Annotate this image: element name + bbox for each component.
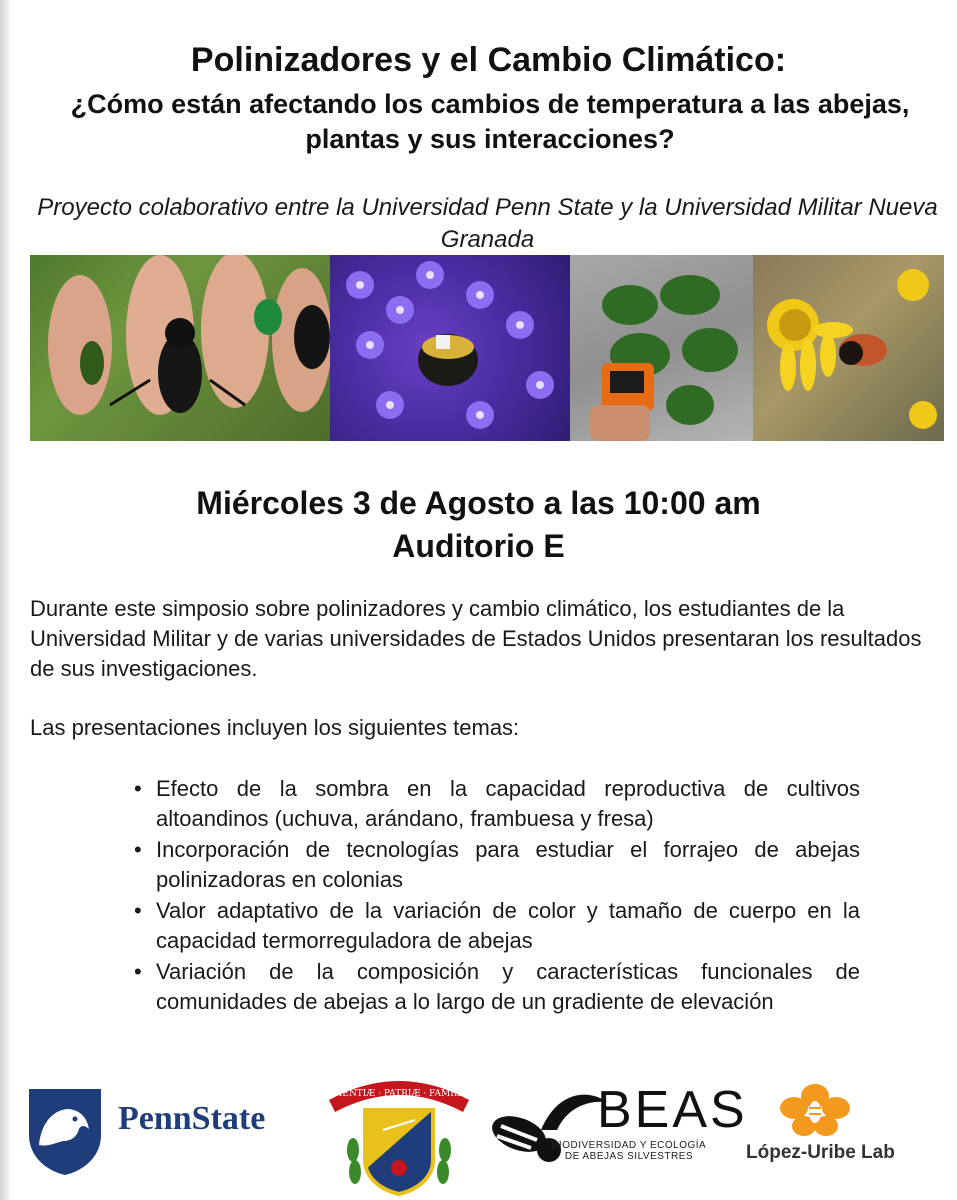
lab-wordmark: López-Uribe Lab [746,1142,895,1163]
topic-text: Efecto de la sombra en la capacidad reproductiva de cultivos altoandinos (uchuva, arándano, frambuesa y fresa) [156,776,860,831]
list-item [130,835,860,895]
bullet: • [134,959,142,984]
umng-crest-logo [323,1060,475,1200]
topic-text: Incorporación de tecnologías para estudiar el forrajeo de abejas polinizadoras en colonias [156,837,860,892]
beas-wordmark: BEAS [597,1081,748,1139]
intro-paragraph: Durante este simposio sobre polinizadores y cambio climático, los estudiantes de la Universidad Militar y de varias universidades de Estados Unidos presentaran los resultados de sus investigaciones. [30,596,922,681]
event-location: Auditorio E [392,528,565,564]
poster-title: Polinizadores y el Cambio Climático: [190,41,787,79]
photo-bee-on-purple-flowers [330,255,570,441]
umng-motto: SCIENTIÆ · PATRIÆ · FAMILIÆ [325,1089,473,1099]
list-item [130,896,860,956]
photo-bees-on-fingers [30,255,330,441]
event-datetime: Miércoles 3 de Agosto a las 10:00 am [196,485,761,521]
topics-intro: Las presentaciones incluyen los siguientes temas: [30,715,520,740]
pennstate-wordmark: PennState [118,1100,266,1137]
topic-text: Valor adaptativo de la variación de color y tamaño de cuerpo en la capacidad termorreguladora de abejas [156,898,860,953]
logo-bar [0,1060,957,1200]
pennstate-shield-logo [25,1085,105,1177]
topic-text: Variación de la composición y características funcionales de comunidades de abejas a lo largo de un gradiente de elevación [156,959,860,1014]
photo-plant-thermometer [570,255,753,441]
orchid-bee-logo [780,1082,850,1137]
poster-subtitle: ¿Cómo están afectando los cambios de temperatura a las abejas, plantas y sus interacciones? [70,89,910,154]
collaboration-note: Proyecto colaborativo entre la Universidad Penn State y la Universidad Militar Nueva Granada [37,194,938,253]
list-item [130,774,860,834]
photo-bee-on-yellow-flower [753,255,944,441]
page-edge [0,0,9,1200]
bullet: • [134,898,142,923]
beas-subtitle: BIODIVERSIDAD Y ECOLOGÍA DE ABEJAS SILVESTRES [551,1140,707,1162]
photo-strip [30,255,944,441]
list-item [130,957,860,1017]
topics-list [130,774,860,1018]
bullet: • [134,776,142,801]
bullet: • [134,837,142,862]
